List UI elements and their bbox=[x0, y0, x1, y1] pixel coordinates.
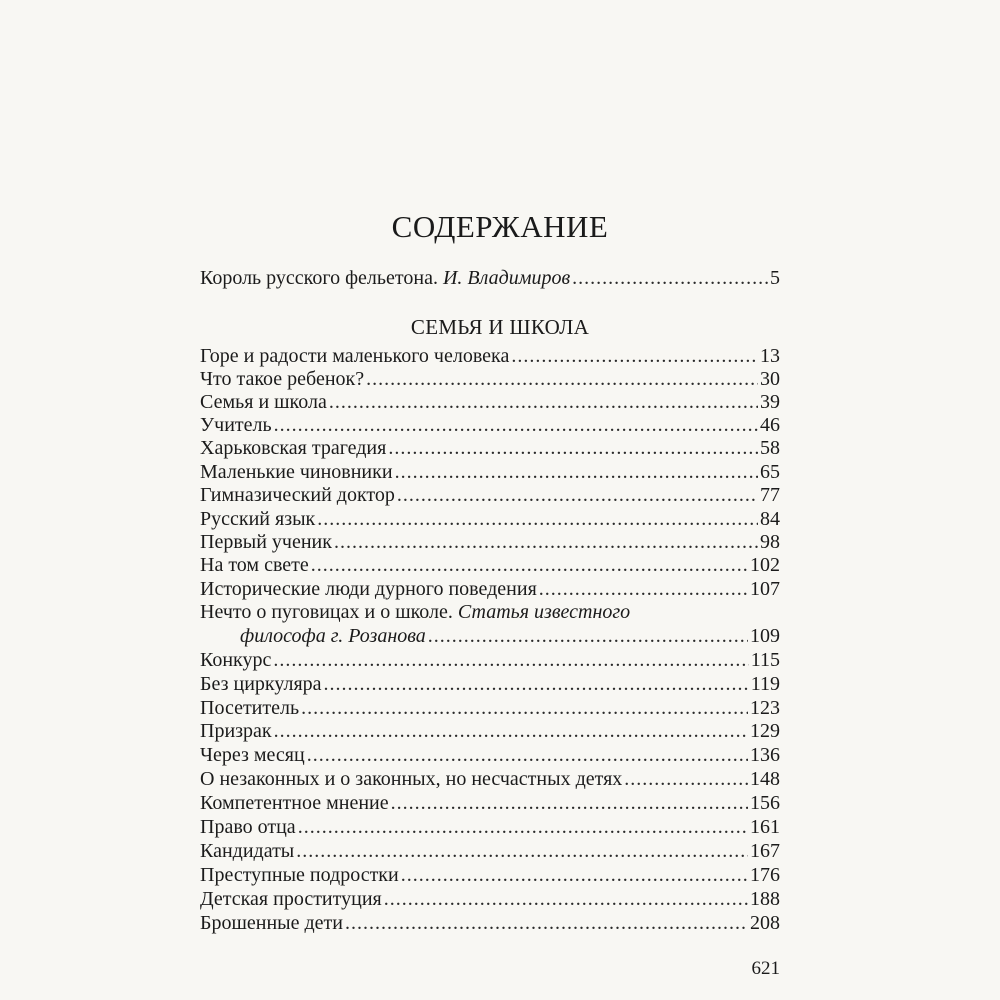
toc-entry bbox=[200, 577, 780, 601]
entry-title: Призрак bbox=[200, 720, 272, 742]
toc-entry bbox=[200, 815, 780, 839]
entry-page: 65 bbox=[760, 461, 780, 483]
entry-title: Гимназический доктор bbox=[200, 484, 395, 506]
dot-leader bbox=[329, 390, 758, 414]
toc-entry bbox=[200, 413, 780, 437]
entry-page: 77 bbox=[760, 484, 780, 506]
dot-leader bbox=[311, 553, 748, 577]
entry-page: 98 bbox=[760, 531, 780, 553]
dot-leader bbox=[511, 344, 758, 368]
toc-entry bbox=[200, 483, 780, 507]
entry-page: 123 bbox=[750, 697, 780, 719]
toc-entry bbox=[200, 863, 780, 887]
dot-leader bbox=[274, 413, 758, 437]
dot-leader bbox=[624, 767, 748, 791]
dot-leader bbox=[274, 719, 748, 743]
dot-leader bbox=[572, 266, 768, 290]
entry-title: Горе и радости маленького человека bbox=[200, 345, 510, 367]
dot-leader bbox=[324, 672, 749, 696]
entry-title: Семья и школа bbox=[200, 391, 327, 413]
entry-title: Исторические люди дурного поведения bbox=[200, 578, 537, 600]
entry-title: Конкурс bbox=[200, 649, 272, 671]
dot-leader bbox=[397, 483, 758, 507]
dot-leader bbox=[307, 743, 748, 767]
toc-entry bbox=[200, 367, 780, 391]
toc-entry bbox=[200, 553, 780, 577]
toc-entry-multiline-first bbox=[200, 600, 630, 624]
entry-title: Нечто о пуговицах и о школе. bbox=[200, 601, 458, 623]
entry-title: Без циркуляра bbox=[200, 673, 322, 695]
dot-leader bbox=[428, 624, 748, 648]
entry-page: 129 bbox=[750, 720, 780, 742]
dot-leader bbox=[273, 648, 748, 672]
toc-entry bbox=[200, 672, 780, 696]
entry-title: Право отца bbox=[200, 816, 296, 838]
entry-page: 39 bbox=[760, 391, 780, 413]
toc-entry-multiline-second bbox=[240, 624, 780, 648]
toc-entry bbox=[200, 767, 780, 791]
entry-page: 58 bbox=[760, 437, 780, 459]
toc-entry bbox=[200, 743, 780, 767]
toc-entry bbox=[200, 436, 780, 460]
dot-leader bbox=[401, 863, 748, 887]
entry-title: На том свете bbox=[200, 554, 309, 576]
entry-title: Брошенные дети bbox=[200, 912, 343, 934]
entry-subtitle: Статья известного bbox=[457, 601, 631, 623]
entry-title: О незаконных и о законных, но несчастных детях bbox=[200, 768, 623, 790]
entry-page: 167 bbox=[750, 840, 780, 862]
entry-page: 46 bbox=[760, 414, 780, 436]
entry-page: 84 bbox=[760, 508, 780, 530]
entry-page: 176 bbox=[750, 864, 780, 886]
entry-title: Кандидаты bbox=[200, 840, 295, 862]
entry-page: 136 bbox=[750, 744, 780, 766]
dot-leader bbox=[298, 815, 748, 839]
entry-page: 107 bbox=[750, 578, 780, 600]
page-title: СОДЕРЖАНИЕ bbox=[391, 209, 609, 244]
entry-title: Преступные подростки bbox=[200, 864, 399, 886]
toc-entry bbox=[200, 390, 780, 414]
entry-title-text: Король русского фельетона. bbox=[200, 267, 443, 289]
entry-title: Харьковская трагедия bbox=[200, 437, 387, 459]
dot-leader bbox=[366, 367, 758, 391]
entry-title: Компетентное мнение bbox=[200, 792, 389, 814]
toc-entry bbox=[200, 911, 780, 935]
dot-leader bbox=[296, 839, 748, 863]
toc-entry bbox=[200, 648, 780, 672]
toc-entry bbox=[200, 839, 780, 863]
entry-page: 161 bbox=[750, 816, 780, 838]
toc-entry bbox=[200, 887, 780, 911]
entry-author: И. Владимиров bbox=[442, 267, 571, 289]
entry-page: 188 bbox=[750, 888, 780, 910]
toc-entry bbox=[200, 530, 780, 554]
entry-page: 208 bbox=[750, 912, 780, 934]
entry-page: 5 bbox=[770, 267, 780, 289]
toc-entry bbox=[200, 696, 780, 720]
entry-page: 102 bbox=[750, 554, 780, 576]
dot-leader bbox=[395, 460, 758, 484]
entry-subtitle-cont: философа г. Розанова bbox=[240, 625, 426, 647]
entry-title: Маленькие чиновники bbox=[200, 461, 393, 483]
entry-title bbox=[200, 266, 570, 290]
toc-entry bbox=[200, 791, 780, 815]
dot-leader bbox=[391, 791, 748, 815]
entry-page: 115 bbox=[750, 649, 780, 671]
dot-leader bbox=[388, 436, 758, 460]
entry-page: 156 bbox=[750, 792, 780, 814]
entry-page: 109 bbox=[750, 625, 780, 647]
dot-leader bbox=[317, 507, 758, 531]
dot-leader bbox=[334, 530, 758, 554]
entry-page: 13 bbox=[760, 345, 780, 367]
dot-leader bbox=[301, 696, 748, 720]
entry-page: 148 bbox=[750, 768, 780, 790]
toc-entry bbox=[200, 460, 780, 484]
toc-entry bbox=[200, 507, 780, 531]
toc-entry-preface bbox=[200, 266, 780, 290]
entry-title: Посетитель bbox=[200, 697, 300, 719]
dot-leader bbox=[384, 887, 748, 911]
entry-page: 30 bbox=[760, 368, 780, 390]
dot-leader bbox=[345, 911, 748, 935]
dot-leader bbox=[539, 577, 748, 601]
toc-entry bbox=[200, 344, 780, 368]
section-title: СЕМЬЯ И ШКОЛА bbox=[410, 315, 590, 339]
page-number: 621 bbox=[751, 958, 780, 979]
entry-page: 119 bbox=[750, 673, 780, 695]
toc-entry bbox=[200, 719, 780, 743]
entry-title: Русский язык bbox=[200, 508, 316, 530]
entry-title: Первый ученик bbox=[200, 531, 332, 553]
entry-title: Через месяц bbox=[200, 744, 305, 766]
entry-title: Что такое ребенок? bbox=[200, 368, 365, 390]
entry-title: Учитель bbox=[200, 414, 272, 436]
entry-title: Детская проституция bbox=[200, 888, 382, 910]
